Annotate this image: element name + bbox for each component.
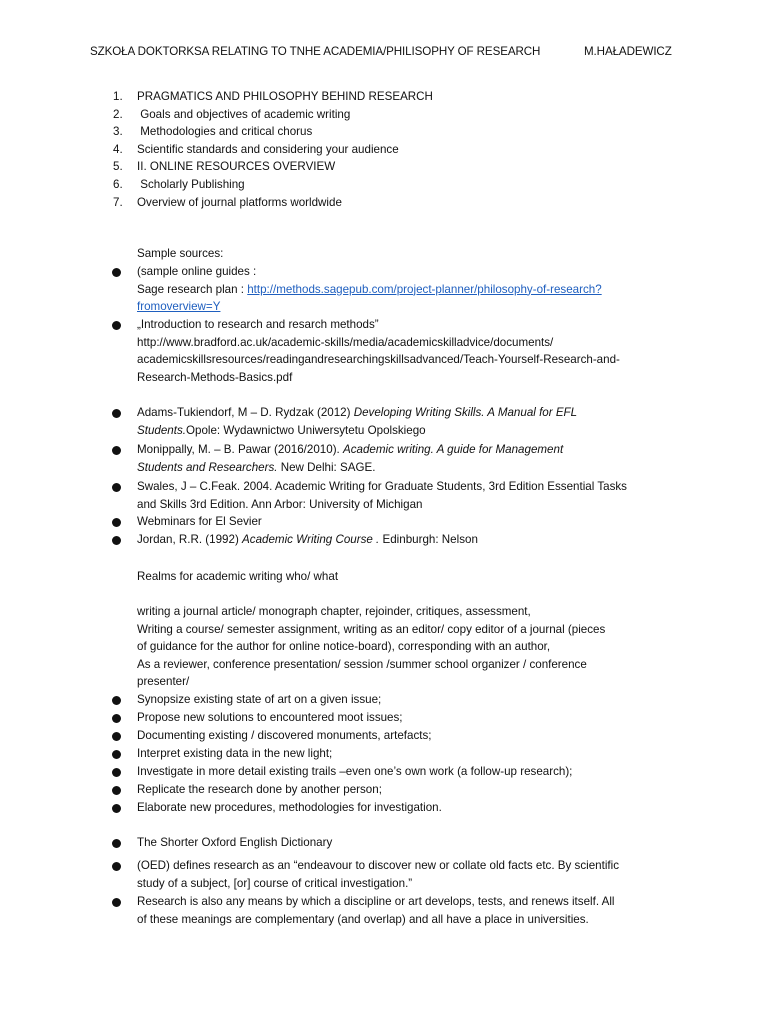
topic-text: Methodologies and critical chorus xyxy=(137,125,313,139)
header-author: M.HAŁADEWICZ xyxy=(584,45,672,58)
topic-item xyxy=(113,176,433,194)
purpose-text: Investigate in more detail existing trails –even one’s own work (a follow-up research); xyxy=(137,765,573,778)
topic-text: PRAGMATICS AND PHILOSOPHY BEHIND RESEARCH xyxy=(137,90,433,103)
bullet-icon xyxy=(112,862,121,871)
topic-number: 1. xyxy=(113,90,123,103)
ref-author: Jordan, R.R. (1992) xyxy=(137,533,243,546)
intro-url-line: academicskillsresources/readingandresearchingskillsadvanced/Teach-Yourself-Research-and- xyxy=(137,353,620,367)
realms-paragraph xyxy=(137,603,605,691)
ref-publisher: Opole: Wydawnictwo Uniwersytetu Opolskiego xyxy=(186,423,426,437)
topics-list xyxy=(113,88,433,211)
bullet-icon xyxy=(112,732,121,741)
bullet-icon xyxy=(112,536,121,545)
oed-text: The Shorter Oxford English Dictionary xyxy=(137,836,333,849)
sage-link-part-1[interactable]: http://methods.sagepub.com/project-planner/philosophy-of-research? xyxy=(247,282,602,296)
bullet-icon xyxy=(112,768,121,777)
oed-text: (OED) defines research as an “endeavour to discover new or collate old facts etc. By scientific xyxy=(137,859,620,872)
paragraph-line: writing a journal article/ monograph chapter, rejoinder, critiques, assessment, xyxy=(137,605,531,618)
paragraph-line: of guidance for the author for online notice-board), corresponding with an author, xyxy=(137,640,551,654)
ref-author: Adams-Tukiendorf, M – D. Rydzak (2012) xyxy=(137,406,354,419)
bullet-text xyxy=(137,316,620,386)
intro-url-line: Research-Methods-Basics.pdf xyxy=(137,370,293,384)
paragraph-line: presenter/ xyxy=(137,675,190,689)
sage-line xyxy=(137,281,602,299)
purpose-text: Elaborate new procedures, methodologies for investigation. xyxy=(137,801,442,814)
purpose-text: Propose new solutions to encountered moot issues; xyxy=(137,711,403,724)
oed-text: Research is also any means by which a discipline or art develops, tests, and renews itself. All xyxy=(137,895,615,908)
topic-number: 7. xyxy=(113,195,123,209)
bullet-icon xyxy=(112,750,121,759)
ref-line: Swales, J – C.Feak. 2004. Academic Writing for Graduate Students, 3rd Edition Essential Tasks xyxy=(137,480,627,493)
header-title: SZKOŁA DOKTORKSA RELATING TO TNHE ACADEMIA/PHILISOPHY OF RESEARCH xyxy=(90,45,541,58)
topic-text: Overview of journal platforms worldwide xyxy=(137,195,342,209)
topic-item xyxy=(113,141,433,159)
realms-heading: Realms for academic writing who/ what xyxy=(137,570,339,583)
purpose-text: Documenting existing / discovered monuments, artefacts; xyxy=(137,729,432,742)
reference-text xyxy=(137,513,262,531)
topic-item xyxy=(113,158,433,176)
ref-line: Webminars for El Sevier xyxy=(137,515,262,528)
page-header xyxy=(90,44,680,59)
purpose-text: Replicate the research done by another person; xyxy=(137,783,382,796)
bullet-icon xyxy=(112,268,121,277)
bullet-icon xyxy=(112,483,121,492)
topic-text: Goals and objectives of academic writing xyxy=(137,107,351,121)
oed-text: study of a subject, [or] course of critical investigation.” xyxy=(137,876,413,890)
oed-text: of these meanings are complementary (and overlap) and all have a place in universities. xyxy=(137,912,589,926)
topic-item xyxy=(113,194,433,212)
topic-text: II. ONLINE RESOURCES OVERVIEW xyxy=(137,160,336,174)
bullet-text xyxy=(137,263,602,316)
reference-text xyxy=(137,531,478,549)
bullet-icon xyxy=(112,321,121,330)
ref-title: Students and Researchers. xyxy=(137,460,278,474)
sage-link-part-2[interactable]: fromoverview=Y xyxy=(137,300,221,314)
ref-publisher: Edinburgh: Nelson xyxy=(379,533,478,546)
topic-text: Scholarly Publishing xyxy=(137,177,245,191)
purpose-text: Interpret existing data in the new light; xyxy=(137,747,333,760)
ref-author: Monippally, M. – B. Pawar (2016/2010). xyxy=(137,443,343,456)
bullet-icon xyxy=(112,898,121,907)
ref-title: Academic writing. A guide for Management xyxy=(343,443,564,456)
topic-number: 5. xyxy=(113,160,123,174)
bullet-icon xyxy=(112,409,121,418)
bullet-icon xyxy=(112,696,121,705)
intro-url-line: http://www.bradford.ac.uk/academic-skills/media/academicskilladvice/documents/ xyxy=(137,335,554,349)
bullet-icon xyxy=(112,786,121,795)
paragraph-line: Writing a course/ semester assignment, writing as an editor/ copy editor of a journal (pieces xyxy=(137,622,606,636)
paragraph-line: As a reviewer, conference presentation/ session /summer school organizer / conference xyxy=(137,657,587,671)
topic-item xyxy=(113,123,433,141)
reference-text xyxy=(137,478,627,513)
bullet-icon xyxy=(112,714,121,723)
topic-item xyxy=(113,88,433,106)
ref-publisher: New Delhi: SAGE. xyxy=(277,460,376,474)
reference-text xyxy=(137,404,577,439)
intro-title: „Introduction to research and resarch methods” xyxy=(137,318,379,331)
topic-text: Scientific standards and considering your audience xyxy=(137,142,399,156)
reference-text xyxy=(137,441,563,476)
topic-number: 3. xyxy=(113,125,123,139)
topic-number: 2. xyxy=(113,107,123,121)
purpose-text: Synopsize existing state of art on a given issue; xyxy=(137,693,382,706)
bullet-icon xyxy=(112,839,121,848)
ref-title: Academic Writing Course . xyxy=(242,533,380,546)
bullet-icon xyxy=(112,804,121,813)
online-guides-line: (sample online guides : xyxy=(137,265,257,278)
ref-line: and Skills 3rd Edition. Ann Arbor: University of Michigan xyxy=(137,497,423,511)
topic-number: 6. xyxy=(113,177,123,191)
sage-label: Sage research plan : xyxy=(137,282,248,296)
topic-item xyxy=(113,106,433,124)
sample-sources-heading: Sample sources: xyxy=(137,247,224,260)
bullet-icon xyxy=(112,518,121,527)
bullet-icon xyxy=(112,446,121,455)
ref-title: Students. xyxy=(137,423,186,437)
topic-number: 4. xyxy=(113,142,123,156)
ref-title: Developing Writing Skills. A Manual for EFL xyxy=(353,406,578,419)
